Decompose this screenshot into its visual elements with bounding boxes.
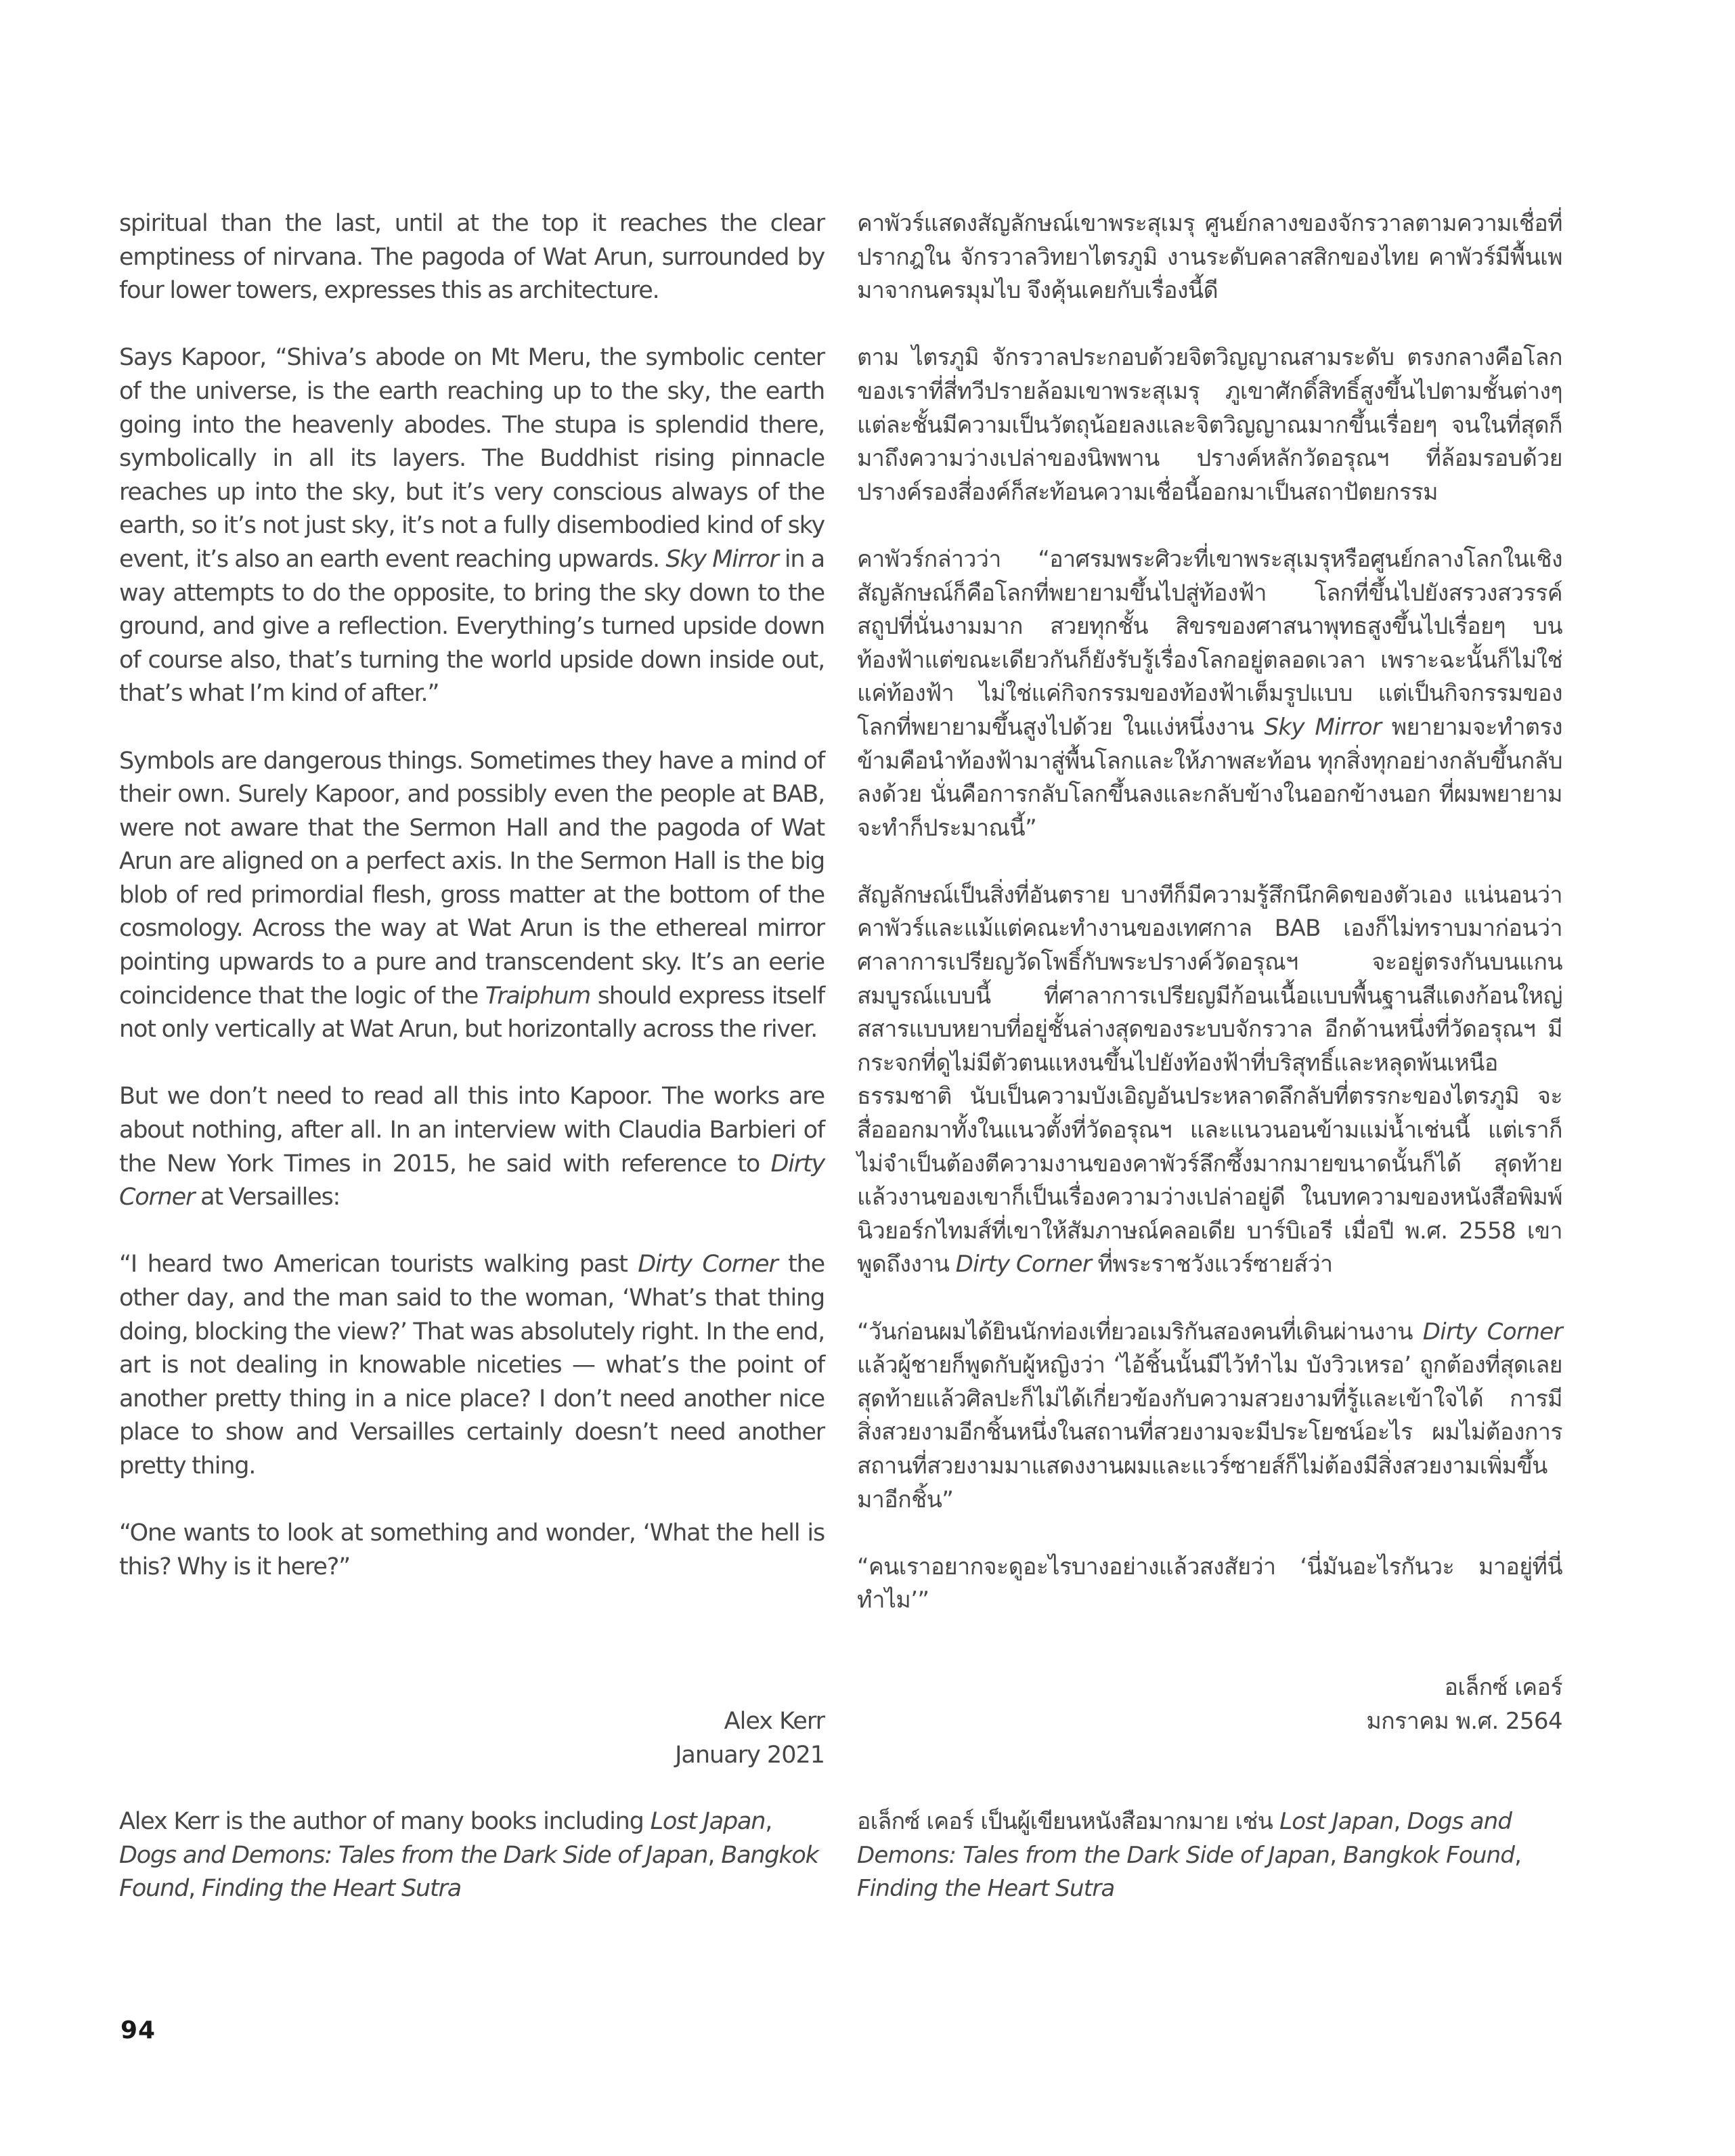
italic-title: Finding the Heart Sutra — [202, 1875, 461, 1903]
english-signature — [119, 1705, 825, 1772]
paragraph: คาพัวร์กล่าวว่า “อาศรมพระศิวะที่เขาพระสุเมรุหรือศูนย์กลางโลกในเชิงสัญลักษณ์ก็คือโลกที่พยายามขึ้นไปสู่ท้องฟ้า โลกที่ขึ้นไปยังสรวงสวรรค์ สถูปที่นั่นงามมาก สวยทุกชั้น สิขรของศาสนาพุทธสูงขึ้นไปเรื่อยๆ บนท้องฟ้าแต่ขณะเดียวกันก็ยังรับรู้เรื่องโลกอยู่ตลอดเวลา เพราะฉะนั้นก็ไม่ใช่แค่ท้องฟ้า ไม่ใช่แค่กิจกรรมของท้องฟ้าเต็มรูปแบบ แต่เป็นกิจกรรมของโลกที่พยายามขึ้นสูงไปด้วย ในแง่หนึ่งงาน Sky Mirror พยายามจะทำตรงข้ามคือนำท้องฟ้ามาสู่พื้นโลกและให้ภาพสะท้อน ทุกสิ่งทุกอย่างกลับขึ้นกลับลงด้วย นั่นคือการกลับโลกขึ้นลงและกลับข้างในออกข้างนอก ที่ผมพยายามจะทำก็ประมาณนี้” — [857, 545, 1562, 842]
italic-title: Sky Mirror — [1264, 713, 1382, 741]
italic-title: Dirty Corner — [955, 1251, 1092, 1278]
italic-title: Lost Japan — [650, 1808, 766, 1835]
italic-title: Dirty Corner — [1422, 1318, 1562, 1345]
paragraph: คาพัวร์แสดงสัญลักษณ์เขาพระสุเมรุ ศูนย์กลางของจักรวาลตามความเชื่อที่ปรากฎใน จักรวาลวิทยาไตรภูมิ งานระดับคลาสสิกของไทย คาพัวร์มีพื้นเพมาจากนครมุมไบ จึงคุ้นเคยกับเรื่องนี้ดี — [857, 210, 1562, 305]
english-author-bio: Alex Kerr is the author of many books including Lost Japan, Dogs and Demons: Tales from the Dark Side of Japan, Bangkok Found, Finding the Heart Sutra — [119, 1808, 818, 1903]
author-name: Alex Kerr — [724, 1708, 825, 1735]
signature-date: January 2021 — [675, 1741, 825, 1769]
italic-title: Bangkok Found — [1343, 1841, 1515, 1869]
italic-title: Dirty Corner — [119, 1150, 825, 1211]
paragraph: “I heard two American tourists walking past Dirty Corner the other day, and the man said to the woman, ‘What’s that thing doing, blocking the view?’ That was absolutely right. In the end, art is not dealing in knowable niceties — what’s the point of another pretty thing in a nice place? I don’t need another nice place to show and Versailles certainly doesn’t need another pretty thing. — [119, 1251, 825, 1480]
author-name-thai: อเล็กซ์ เคอร์ — [1444, 1674, 1562, 1701]
paragraph: สัญลักษณ์เป็นสิ่งที่อันตราย บางทีก็มีความรู้สึกนึกคิดของตัวเอง แน่นอนว่าคาพัวร์และแม้แต่คณะทำงานของเทศกาล BAB เองก็ไม่ทราบมาก่อนว่าศาลาการเปรียญวัดโพธิ์กับพระปรางค์วัดอรุณฯ จะอยู่ตรงกันบนแกนสมบูรณ์แบบนี้ ที่ศาลาการเปรียญมีก้อนเนื้อแบบพื้นฐานสีแดงก้อนใหญ่สสารแบบหยาบที่อยู่ชั้นล่างสุดของระบบจักรวาล อีกด้านหนึ่งที่วัดอรุณฯ มีกระจกที่ดูไม่มีตัวตนแหงนขึ้นไปยังท้องฟ้าที่บริสุทธิ์และหลุดพ้นเหนือธรรมชาติ นับเป็นความบังเอิญอันประหลาดลึกลับที่ตรรกะของไตรภูมิ จะสื่อออกมาทั้งในแนวตั้งที่วัดอรุณฯ และแนวนอนข้ามแม่น้ำเช่นนี้ แต่เราก็ไม่จำเป็นต้องตีความงานของคาพัวร์ลึกซึ้งมากมายขนาดนั้นก็ได้ สุดท้ายแล้วงานของเขาก็เป็นเรื่องความว่างเปล่าอยู่ดี ในบทความของหนังสือพิมพ์นิวยอร์กไทมส์ที่เขาให้สัมภาษณ์คลอเดีย บาร์บิเอรี เมื่อปี พ.ศ. 2558 เขาพูดถึงงาน Dirty Corner ที่พระราชวังแวร์ซายส์ว่า — [857, 881, 1562, 1278]
paragraph: Symbols are dangerous things. Sometimes they have a mind of their own. Surely Kapoor, and possibly even the people at BAB, were not aware that the Sermon Hall and the pagoda of Wat Arun are aligned on a perfect axis. In the Sermon Hall is the big blob of red primordial flesh, gross matter at the bottom of the cosmology. Across the way at Wat Arun is the ethereal mirror pointing upwards to a pure and transcendent sky. It’s an eerie coincidence that the logic of the Traiphum should express itself not only vertically at Wat Arun, but horizontally across the river. — [119, 747, 825, 1043]
paragraph: But we don’t need to read all this into Kapoor. The works are about nothing, after all. In an interview with Claudia Barbieri of the New York Times in 2015, he said with reference to Dirty Corner at Versailles: — [119, 1083, 825, 1211]
paragraph: “คนเราอยากจะดูอะไรบางอย่างแล้วสงสัยว่า ‘นี่มันอะไรกันวะ มาอยู่ที่นี่ทำไม’” — [857, 1553, 1562, 1614]
italic-title: Lost Japan — [1279, 1808, 1394, 1835]
italic-title: Finding the Heart Sutra — [857, 1875, 1115, 1903]
italic-title: Bangkok Found — [119, 1841, 818, 1903]
paragraph: Says Kapoor, “Shiva’s abode on Mt Meru, the symbolic center of the universe, is the earth reaching up to the sky, the earth going into the heavenly abodes. The stupa is splendid there, symbolically in all its layers. The Buddhist rising pinnacle reaches up into the sky, but it’s very conscious always of the earth, so it’s not just sky, it’s not a fully disembodied kind of sky event, it’s also an earth event reaching upwards. Sky Mirror in a way attempts to do the opposite, to bring the sky down to the ground, and give a reflection. Everything’s turned upside down of course also, that’s turning the world upside down inside out, that’s what I’m kind of after.” — [119, 344, 825, 708]
paragraph: ตาม ไตรภูมิ จักรวาลประกอบด้วยจิตวิญญาณสามระดับ ตรงกลางคือโลกของเราที่สี่ทวีปรายล้อมเขาพระสุเมรุ ภูเขาศักดิ์สิทธิ์สูงขึ้นไปตามชั้นต่างๆ แต่ละชั้นมีความเป็นวัตถุน้อยลงและจิตวิญญาณมากขึ้นเรื่อยๆ จนในที่สุดก็มาถึงความว่างเปล่าของนิพพาน ปรางค์หลักวัดอรุณฯ ที่ล้อมรอบด้วยปรางค์รองสี่องค์ก็สะท้อนความเชื่อนี้ออกมาเป็นสถาปัตยกรรม — [857, 344, 1562, 506]
italic-title: Sky Mirror — [665, 545, 778, 573]
italic-title: Traiphum — [485, 982, 591, 1010]
italic-title: Dogs and Demons: Tales from the Dark Side of Japan — [119, 1841, 708, 1869]
signature-date-thai: มกราคม พ.ศ. 2564 — [1366, 1707, 1562, 1735]
english-article-column — [119, 207, 825, 1584]
page-number: 94 — [120, 2017, 156, 2044]
thai-signature — [857, 1671, 1562, 1738]
paragraph: spiritual than the last, until at the top it reaches the clear emptiness of nirvana. The pagoda of Wat Arun, surrounded by four lower towers, expresses this as architecture. — [119, 210, 825, 305]
italic-title: Dirty Corner — [638, 1251, 778, 1278]
thai-article-column — [857, 207, 1562, 1618]
paragraph: “วันก่อนผมได้ยินนักท่องเที่ยวอเมริกันสองคนที่เดินผ่านงาน Dirty Corner แล้วผู้ชายก็พูดกับผู้หญิงว่า ‘ไอ้ชิ้นนั้นมีไว้ทำไม บังวิวเหรอ’ ถูกต้องที่สุดเลย สุดท้ายแล้วศิลปะก็ไม่ได้เกี่ยวข้องกับความสวยงามที่รู้และเข้าใจได้ การมีสิ่งสวยงามอีกชิ้นหนึ่งในสถานที่สวยงามจะมีประโยชน์อะไร ผมไม่ต้องการสถานที่สวยงามมาแสดงงานผมและแวร์ซายส์ก็ไม่ต้องมีสิ่งสวยงามเพิ่มขึ้นมาอีกชิ้น” — [857, 1318, 1562, 1513]
italic-title: Dogs and Demons: Tales from the Dark Side of Japan — [857, 1808, 1512, 1869]
thai-author-bio: อเล็กซ์ เคอร์ เป็นผู้เขียนหนังสือมากมาย เช่น Lost Japan, Dogs and Demons: Tales from the Dark Side of Japan, Bangkok Found, Finding the Heart Sutra — [857, 1808, 1522, 1903]
paragraph: “One wants to look at something and wonder, ‘What the hell is this? Why is it here?” — [119, 1519, 825, 1580]
